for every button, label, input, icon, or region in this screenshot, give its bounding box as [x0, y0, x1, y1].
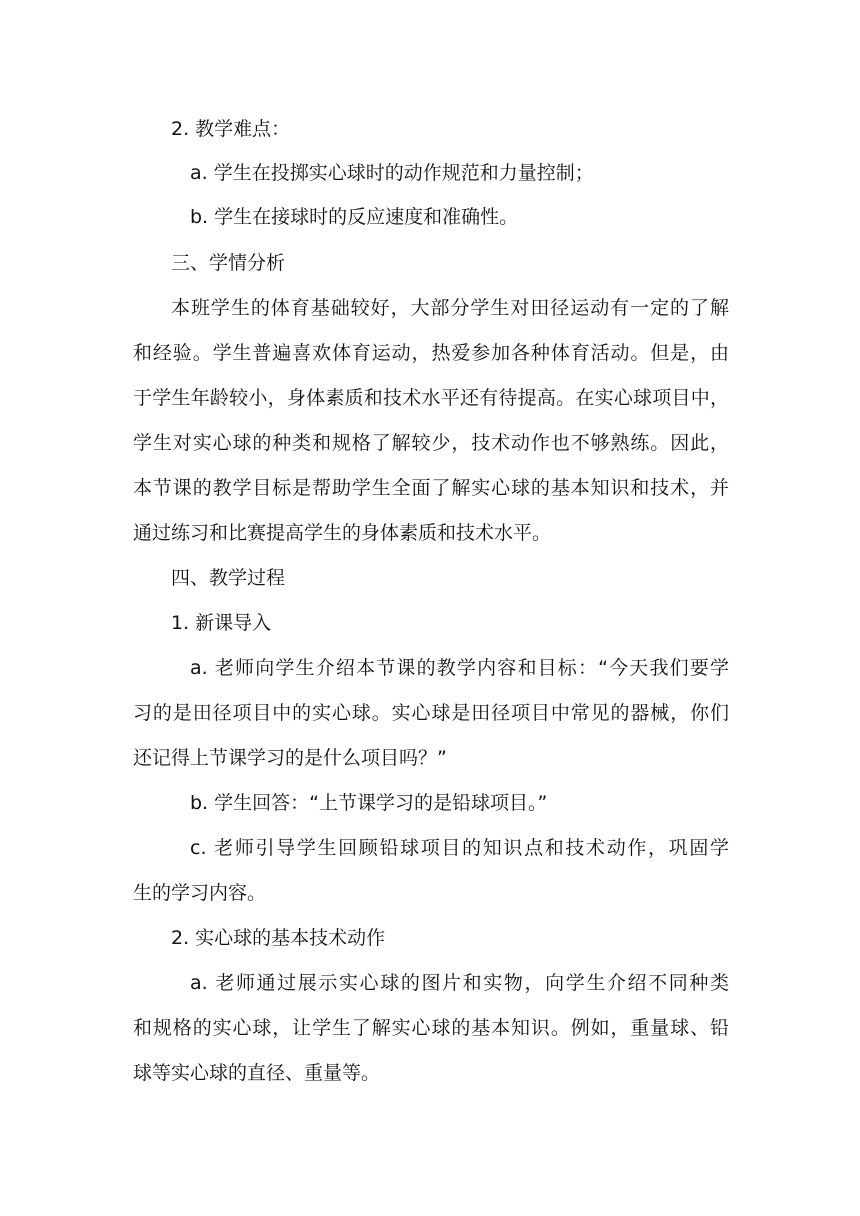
step1-heading: 1. 新课导入 [171, 612, 272, 634]
step1-a-line: a. 老师向学生介绍本节课的教学内容和目标：“今天我们要学 [190, 657, 729, 679]
step2-a-line: 和规格的实心球，让学生了解实心球的基本知识。例如，重量球、铅 [133, 1017, 729, 1039]
difficulty-item-a: a. 学生在投掷实心球时的动作规范和力量控制； [190, 162, 594, 184]
step1-b: b. 学生回答：“上节课学习的是铅球项目。” [190, 792, 548, 814]
step2-a-line: a. 老师通过展示实心球的图片和实物，向学生介绍不同种类 [190, 972, 729, 994]
analysis-line: 通过练习和比赛提高学生的身体素质和技术水平。 [133, 522, 552, 544]
analysis-line: 本班学生的体育基础较好，大部分学生对田径运动有一定的了解 [171, 297, 729, 319]
analysis-line: 本节课的教学目标是帮助学生全面了解实心球的基本知识和技术，并 [133, 477, 729, 499]
analysis-line: 学生对实心球的种类和规格了解较少，技术动作也不够熟练。因此， [133, 432, 729, 454]
analysis-line: 和经验。学生普遍喜欢体育运动，热爱参加各种体育活动。但是，由 [133, 342, 729, 364]
step1-a-line: 习的是田径项目中的实心球。实心球是田径项目中常见的器械，你们 [133, 702, 729, 724]
step2-heading: 2. 实心球的基本技术动作 [171, 927, 386, 949]
step1-c-line: 生的学习内容。 [133, 882, 267, 904]
difficulty-heading: 2. 教学难点： [171, 118, 291, 140]
section-heading-analysis: 三、学情分析 [171, 252, 286, 274]
step1-a-line: 还记得上节课学习的是什么项目吗？” [133, 747, 447, 769]
step1-c-line: c. 老师引导学生回顾铅球项目的知识点和技术动作，巩固学 [190, 837, 729, 859]
section-heading-process: 四、教学过程 [171, 567, 286, 589]
analysis-line: 于学生年龄较小，身体素质和技术水平还有待提高。在实心球项目中， [133, 387, 729, 409]
difficulty-item-b: b. 学生在接球时的反应速度和准确性。 [190, 206, 519, 228]
step2-a-line: 球等实心球的直径、重量等。 [133, 1062, 381, 1084]
